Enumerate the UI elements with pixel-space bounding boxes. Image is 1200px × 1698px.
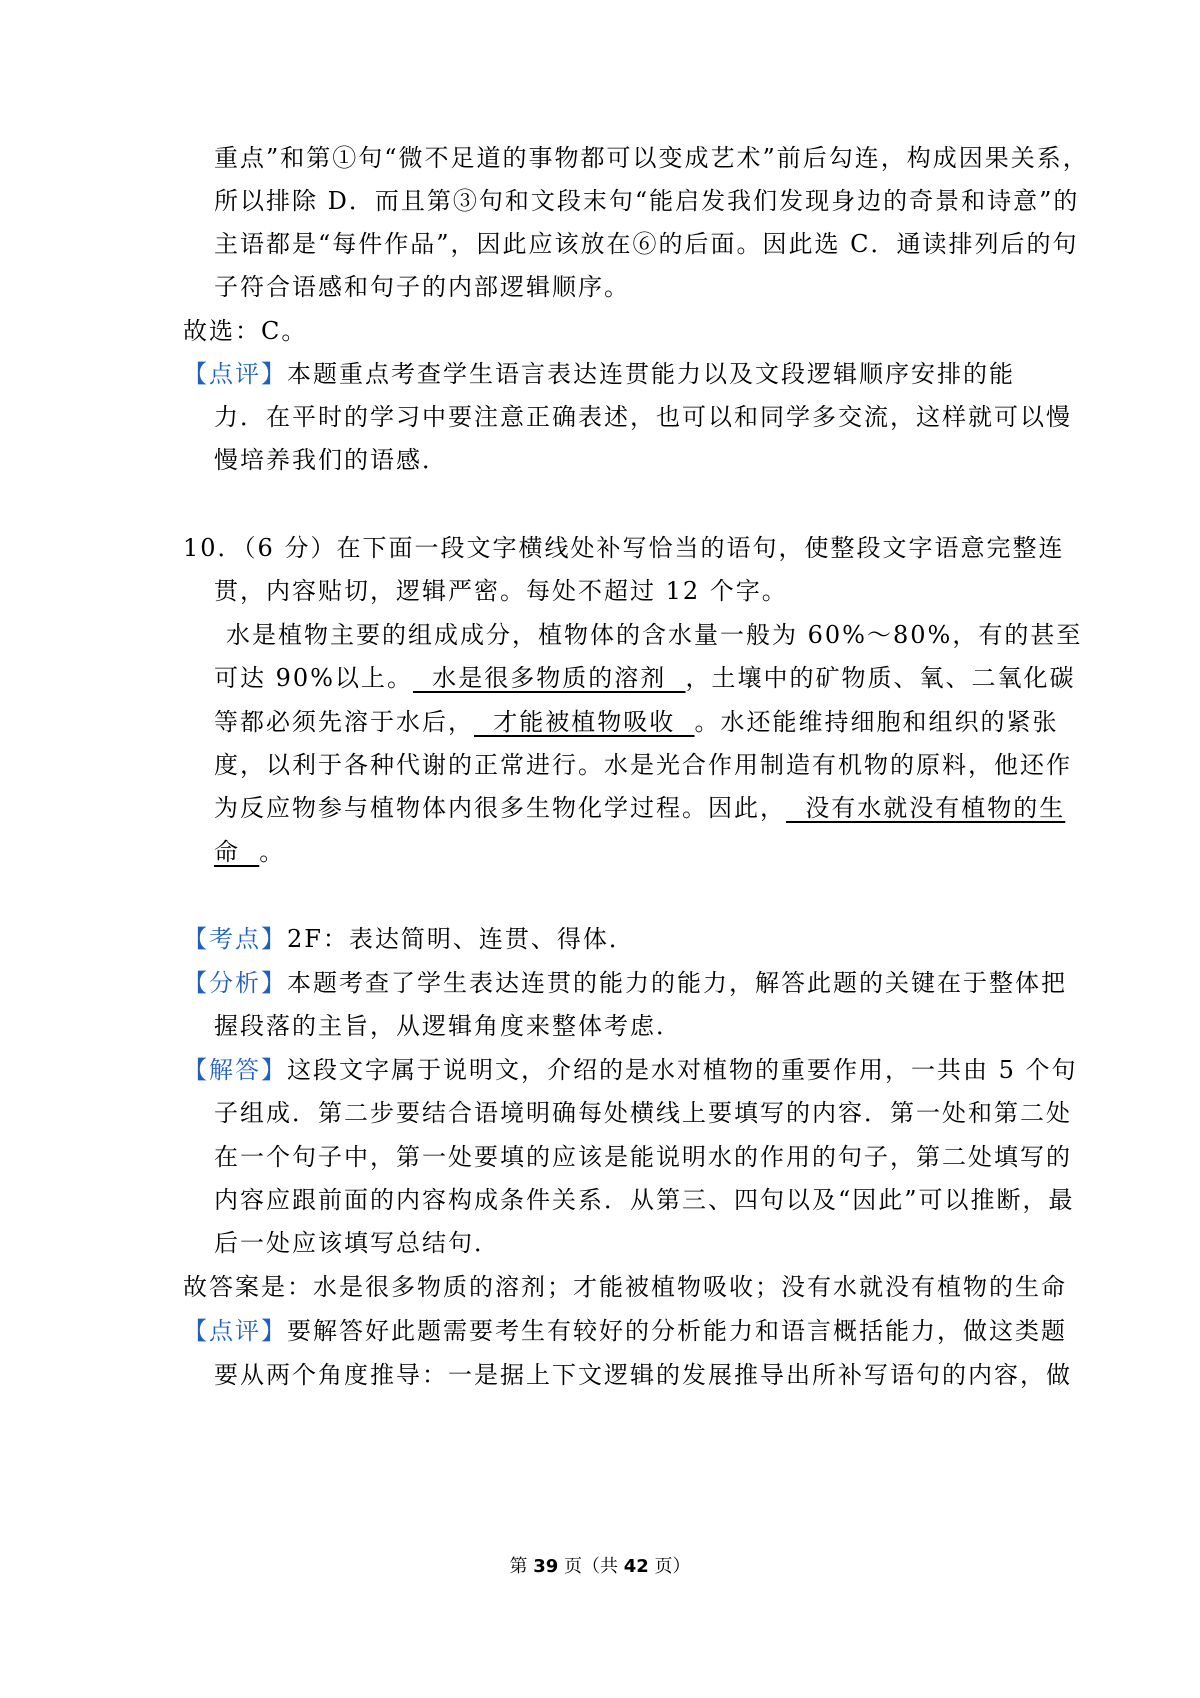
footer-total-pages: 42 <box>623 1556 649 1577</box>
jieda-text-1: 这段文字属于说明文，介绍的是水对植物的重要作用，一共由 5 个句 <box>287 1056 1078 1084</box>
q10-passage-5a: 为反应物参与植物体内很多生物化学过程。因此， <box>214 794 786 822</box>
q10-passage-2a: 可达 90%以上。 <box>214 664 413 692</box>
q10-passage-6b: 。 <box>259 838 286 866</box>
prev-explanation-line-4: 子符合语感和句子的内部逻辑顺序。 <box>214 273 630 301</box>
prev-answer: 故选：C。 <box>183 317 308 345</box>
review-text-1: 要解答好此题需要考生有较好的分析能力和语言概括能力，做这类题 <box>287 1317 1067 1345</box>
q10-passage-3a: 等都必须先溶于水后， <box>214 708 474 736</box>
q10-stem-line-2: 贯，内容贴切，逻辑严密。每处不超过 12 个字。 <box>214 577 788 605</box>
q10-passage-line-3 <box>214 707 1059 737</box>
jieda-line-5: 后一处应该填写总结句． <box>214 1229 500 1257</box>
q10-passage-line-6 <box>214 837 285 867</box>
jieda-tag: 【解答】 <box>183 1056 287 1084</box>
footer-mid: 页（共 <box>558 1556 624 1577</box>
prev-explanation-line-1: 重点”和第①句“微不足道的事物都可以变成艺术”前后勾连，构成因果关系， <box>214 144 1089 172</box>
review-line-2: 要从两个角度推导：一是据上下文逻辑的发展推导出所补写语句的内容，做 <box>214 1361 1072 1389</box>
q10-blank-3b: 命 <box>214 838 260 866</box>
prev-review-line-2: 力．在平时的学习中要注意正确表述，也可以和同学多交流，这样就可以慢 <box>214 403 1072 431</box>
footer-suffix: 页） <box>648 1556 691 1577</box>
q10-blank-3a: 没有水就没有植物的生 <box>786 794 1066 822</box>
page-footer <box>0 1555 1200 1579</box>
q10-passage-line-4: 度，以利于各种代谢的正常进行。水是光合作用制造有机物的原料，他还作 <box>214 751 1072 779</box>
review-tag: 【点评】 <box>183 1317 287 1345</box>
prev-review-line-3: 慢培养我们的语感． <box>214 446 448 474</box>
q10-passage-3b: 。水还能维持细胞和组织的紧张 <box>694 708 1059 736</box>
q10-blank-2: 才能被植物吸收 <box>474 708 695 736</box>
prev-review-text-1: 本题重点考查学生语言表达连贯能力以及文段逻辑顺序安排的能 <box>287 360 1015 388</box>
kaodian-tag: 【考点】 <box>183 925 287 953</box>
footer-prefix: 第 <box>509 1556 534 1577</box>
q10-passage-line-1: 水是植物主要的组成成分，植物体的含水量一般为 60%～80%，有的甚至 <box>226 621 1083 649</box>
q10-stem-line-1 <box>183 533 1064 563</box>
q10-passage-line-5 <box>214 793 1065 823</box>
jieda-line-2: 子组成．第二步要结合语境明确每处横线上要填写的内容．第一处和第二处 <box>214 1099 1072 1127</box>
q10-stem-text-1: （6 分）在下面一段文字横线处补写恰当的语句，使整段文字语意完整连 <box>243 534 1065 562</box>
review-line-1 <box>183 1316 1067 1346</box>
kaodian-text: 2F：表达简明、连贯、得体． <box>287 925 635 953</box>
q10-passage-2b: ，土壤中的矿物质、氧、二氧化碳 <box>685 664 1076 692</box>
fenxi-text-1: 本题考查了学生表达连贯的能力的能力，解答此题的关键在于整体把 <box>287 969 1067 997</box>
q10-passage-line-2 <box>214 663 1076 693</box>
footer-page-number: 39 <box>533 1556 559 1577</box>
prev-review-line-1 <box>183 359 1015 389</box>
q10-number: 10． <box>183 534 244 562</box>
fenxi-line-2: 握段落的主旨，从逻辑角度来整体考虑． <box>214 1012 682 1040</box>
fenxi-tag: 【分析】 <box>183 969 287 997</box>
final-answer: 故答案是：水是很多物质的溶剂；才能被植物吸收；没有水就没有植物的生命 <box>183 1273 1067 1301</box>
q10-blank-1: 水是很多物质的溶剂 <box>412 664 686 692</box>
jieda-line-1 <box>183 1055 1078 1085</box>
prev-review-tag: 【点评】 <box>183 360 287 388</box>
prev-explanation-line-2: 所以排除 D．而且第③句和文段末句“能启发我们发现身边的奇景和诗意”的 <box>214 187 1080 215</box>
jieda-line-4: 内容应跟前面的内容构成条件关系．从第三、四句以及“因此”可以推断，最 <box>214 1186 1075 1214</box>
kaodian-line <box>183 924 635 954</box>
prev-explanation-line-3: 主语都是“每件作品”，因此应该放在⑥的后面。因此选 C．通读排列后的句 <box>214 230 1079 258</box>
jieda-line-3: 在一个句子中，第一处要填的应该是能说明水的作用的句子，第二处填写的 <box>214 1143 1072 1171</box>
fenxi-line-1 <box>183 968 1067 998</box>
